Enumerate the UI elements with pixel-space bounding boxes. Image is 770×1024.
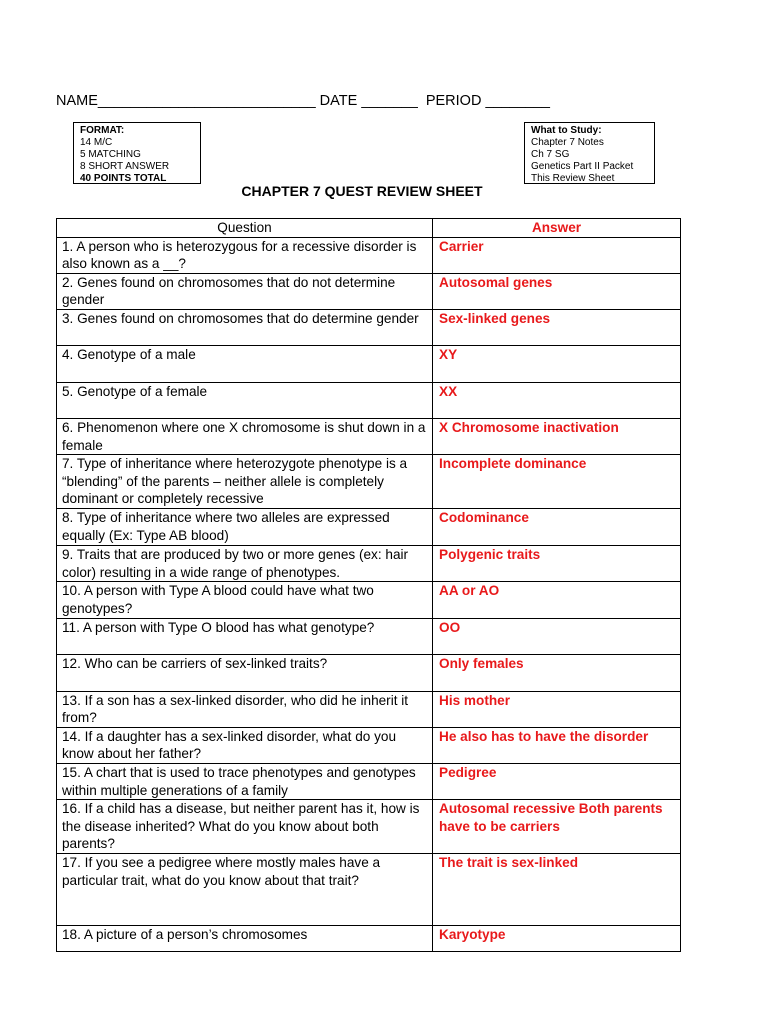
- question-cell: 10. A person with Type A blood could have what two genotypes?: [57, 582, 433, 618]
- table-row: [57, 727, 681, 763]
- table-row: [57, 418, 681, 454]
- study-line: This Review Sheet: [531, 173, 615, 184]
- table-row: [57, 273, 681, 309]
- format-line: 8 SHORT ANSWER: [80, 161, 170, 172]
- answer-cell: XY: [433, 345, 681, 382]
- table-row: [57, 763, 681, 799]
- answer-cell: Incomplete dominance: [433, 455, 681, 509]
- question-cell: 12. Who can be carriers of sex-linked traits?: [57, 654, 433, 691]
- table-row: [57, 309, 681, 345]
- question-cell: 13. If a son has a sex-linked disorder, who did he inherit it from?: [57, 691, 433, 727]
- answer-cell: Sex-linked genes: [433, 309, 681, 345]
- question-cell: 7. Type of inheritance where heterozygote phenotype is a “blending” of the parents – neither allele is completely dominant or completely recessive: [57, 455, 433, 509]
- question-cell: 9. Traits that are produced by two or more genes (ex: hair color) resulting in a wide range of phenotypes.: [57, 546, 433, 582]
- format-total: 40 POINTS TOTAL: [80, 173, 167, 184]
- question-cell: 3. Genes found on chromosomes that do determine gender: [57, 309, 433, 345]
- format-line: 14 M/C: [80, 137, 113, 148]
- table-row: [57, 509, 681, 546]
- question-cell: 16. If a child has a disease, but neither parent has it, how is the disease inherited? What do you know about both parents?: [57, 800, 433, 854]
- question-cell: 4. Genotype of a male: [57, 345, 433, 382]
- table-row: [57, 618, 681, 654]
- name-blank[interactable]: ___________________________: [97, 93, 316, 109]
- table-row: [57, 800, 681, 854]
- answer-cell: X Chromosome inactivation: [433, 418, 681, 454]
- period-label: PERIOD: [425, 93, 482, 109]
- study-line: Ch 7 SG: [531, 149, 570, 160]
- page-title: CHAPTER 7 QUEST REVIEW SHEET: [241, 183, 483, 199]
- answer-cell: OO: [433, 618, 681, 654]
- answer-cell: The trait is sex-linked: [433, 854, 681, 926]
- answer-cell: Autosomal recessive Both parents have to be carriers: [433, 800, 681, 854]
- question-column-header: Question: [57, 219, 433, 238]
- question-cell: 11. A person with Type O blood has what genotype?: [57, 618, 433, 654]
- answer-cell: XX: [433, 382, 681, 418]
- table-row: [57, 582, 681, 618]
- study-line: Genetics Part II Packet: [531, 161, 634, 172]
- question-cell: 15. A chart that is used to trace phenotypes and genotypes within multiple generations of a family: [57, 763, 433, 799]
- answer-cell: His mother: [433, 691, 681, 727]
- question-cell: 2. Genes found on chromosomes that do not determine gender: [57, 273, 433, 309]
- format-line: 5 MATCHING: [80, 149, 141, 160]
- study-line: Chapter 7 Notes: [531, 137, 604, 148]
- table-row: [57, 854, 681, 926]
- question-cell: 5. Genotype of a female: [57, 382, 433, 418]
- answer-cell: Codominance: [433, 509, 681, 546]
- study-box: [524, 122, 655, 184]
- question-cell: 17. If you see a pedigree where mostly males have a particular trait, what do you know about that trait?: [57, 854, 433, 926]
- table-row: [57, 455, 681, 509]
- table-row: [57, 382, 681, 418]
- answer-cell: AA or AO: [433, 582, 681, 618]
- date-blank[interactable]: _______: [361, 93, 418, 109]
- answer-cell: Pedigree: [433, 763, 681, 799]
- answer-cell: Polygenic traits: [433, 546, 681, 582]
- student-info-line: [56, 93, 550, 109]
- answer-cell: Autosomal genes: [433, 273, 681, 309]
- question-cell: 8. Type of inheritance where two alleles are expressed equally (Ex: Type AB blood): [57, 509, 433, 546]
- answer-cell: Only females: [433, 654, 681, 691]
- question-cell: 14. If a daughter has a sex-linked disorder, what do you know about her father?: [57, 727, 433, 763]
- question-cell: 18. A picture of a person’s chromosomes: [57, 926, 433, 952]
- table-row: [57, 926, 681, 952]
- period-blank[interactable]: ________: [485, 93, 550, 109]
- review-table: [56, 218, 681, 952]
- table-row: [57, 691, 681, 727]
- answer-cell: He also has to have the disorder: [433, 727, 681, 763]
- answer-cell: Carrier: [433, 237, 681, 273]
- study-heading: What to Study:: [531, 125, 602, 136]
- table-row: [57, 345, 681, 382]
- table-row: [57, 654, 681, 691]
- table-row: [57, 546, 681, 582]
- answer-column-header: Answer: [433, 219, 681, 238]
- answer-cell: Karyotype: [433, 926, 681, 952]
- question-cell: 6. Phenomenon where one X chromosome is shut down in a female: [57, 418, 433, 454]
- date-label: DATE: [319, 93, 358, 109]
- question-cell: 1. A person who is heterozygous for a recessive disorder is also known as a __?: [57, 237, 433, 273]
- name-label: NAME: [56, 93, 98, 109]
- table-row: [57, 237, 681, 273]
- table-header-row: [57, 219, 681, 238]
- format-heading: FORMAT:: [80, 125, 125, 136]
- format-box: [73, 122, 201, 184]
